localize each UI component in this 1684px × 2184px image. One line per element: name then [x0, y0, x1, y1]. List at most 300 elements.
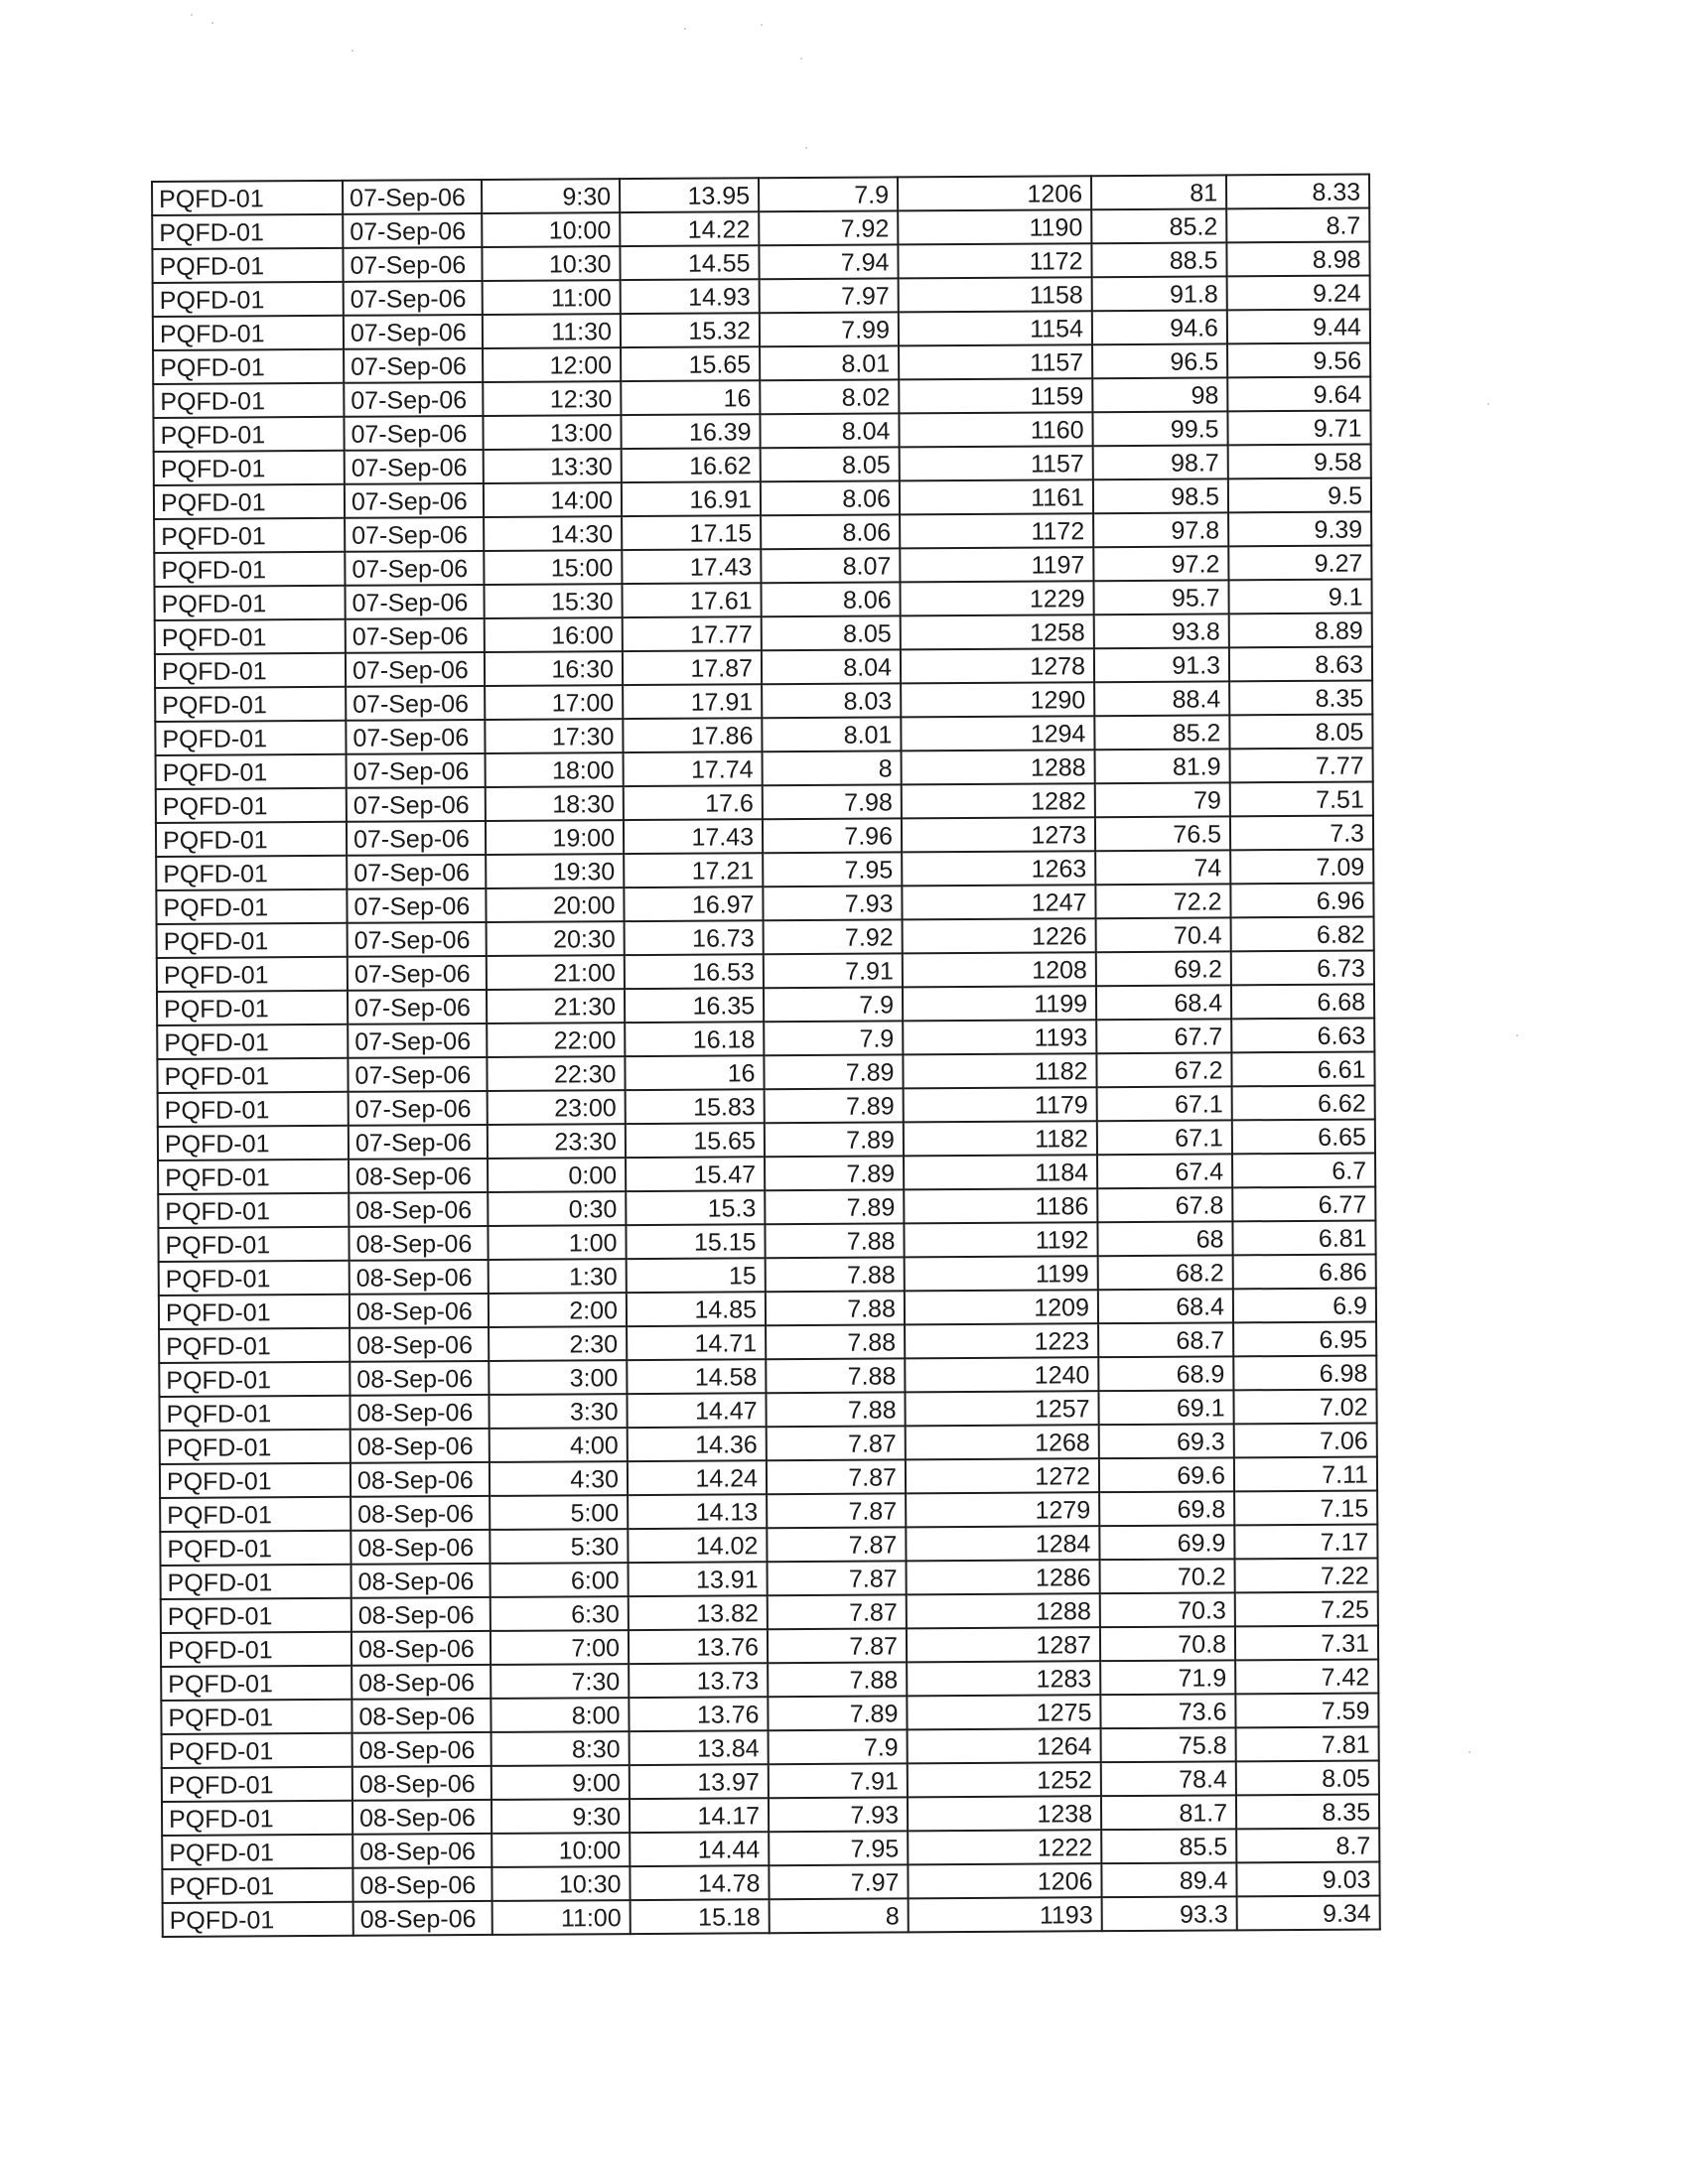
station-id-cell: PQFD-01	[155, 619, 346, 654]
station-id-cell: PQFD-01	[161, 1666, 351, 1701]
station-id-cell: PQFD-01	[157, 1058, 348, 1093]
date-cell: 07-Sep-06	[345, 517, 484, 552]
value-cell: 7.09	[1230, 849, 1373, 884]
time-cell: 11:00	[492, 1900, 631, 1935]
value-cell: 69.6	[1099, 1457, 1234, 1492]
value-cell: 70.2	[1100, 1559, 1235, 1593]
value-cell: 7.92	[764, 919, 903, 954]
value-cell: 7.89	[765, 1122, 904, 1157]
date-cell: 08-Sep-06	[349, 1226, 488, 1261]
value-cell: 17.43	[624, 819, 763, 854]
value-cell: 9.24	[1227, 276, 1370, 311]
value-cell: 6.73	[1231, 950, 1374, 985]
value-cell: 14.58	[627, 1359, 766, 1394]
date-cell: 07-Sep-06	[348, 922, 487, 957]
date-cell: 07-Sep-06	[346, 686, 485, 721]
value-cell: 8.01	[760, 345, 899, 380]
value-cell: 7.89	[764, 1054, 903, 1089]
value-cell: 1209	[905, 1290, 1098, 1324]
time-cell: 12:00	[483, 347, 621, 382]
value-cell: 8.35	[1229, 680, 1372, 715]
value-cell: 68.4	[1098, 1289, 1233, 1323]
value-cell: 7.9	[764, 987, 903, 1022]
value-cell: 1257	[905, 1391, 1098, 1426]
value-cell: 68.9	[1098, 1356, 1233, 1391]
value-cell: 7.31	[1235, 1625, 1378, 1660]
value-cell: 7.88	[765, 1223, 904, 1258]
station-id-cell: PQFD-01	[153, 417, 344, 452]
date-cell: 07-Sep-06	[348, 1057, 487, 1092]
value-cell: 1273	[902, 817, 1095, 852]
value-cell: 1268	[906, 1425, 1099, 1459]
value-cell: 7.02	[1233, 1389, 1376, 1424]
value-cell: 8.01	[762, 717, 901, 751]
value-cell: 1154	[899, 311, 1092, 345]
value-cell: 1264	[908, 1728, 1101, 1763]
value-cell: 8.06	[761, 480, 900, 515]
station-id-cell: PQFD-01	[156, 754, 347, 789]
value-cell: 7.81	[1236, 1726, 1379, 1761]
value-cell: 17.6	[624, 785, 763, 820]
value-cell: 70.4	[1096, 917, 1231, 952]
value-cell: 9.1	[1228, 579, 1371, 614]
scanned-sheet	[151, 174, 1379, 1938]
value-cell: 17.43	[622, 549, 761, 584]
value-cell: 8.7	[1226, 208, 1369, 243]
time-cell: 4:30	[490, 1461, 628, 1496]
time-cell: 12:30	[483, 381, 621, 416]
date-cell: 08-Sep-06	[349, 1159, 488, 1193]
value-cell: 96.5	[1092, 343, 1227, 378]
value-cell: 16.53	[625, 954, 764, 989]
value-cell: 7.96	[763, 818, 902, 853]
value-cell: 16.35	[625, 988, 764, 1023]
value-cell: 7.91	[764, 953, 903, 988]
value-cell: 8	[763, 751, 902, 785]
station-id-cell: PQFD-01	[162, 1733, 352, 1768]
station-id-cell: PQFD-01	[156, 856, 347, 890]
value-cell: 9.56	[1227, 343, 1370, 378]
time-cell: 10:30	[482, 246, 620, 281]
date-cell: 07-Sep-06	[349, 1091, 488, 1126]
value-cell: 1193	[909, 1897, 1102, 1932]
value-cell: 7.99	[760, 312, 899, 346]
value-cell: 8.07	[761, 548, 900, 583]
value-cell: 7.88	[766, 1257, 905, 1292]
value-cell: 67.1	[1097, 1120, 1232, 1155]
value-cell: 1206	[898, 176, 1091, 210]
value-cell: 9.5	[1228, 478, 1371, 512]
value-cell: 68.2	[1098, 1255, 1233, 1290]
value-cell: 13.91	[629, 1562, 768, 1596]
time-cell: 18:00	[486, 752, 624, 787]
value-cell: 1199	[905, 1256, 1098, 1291]
value-cell: 6.65	[1232, 1119, 1375, 1154]
time-cell: 9:00	[491, 1765, 630, 1800]
date-cell: 07-Sep-06	[348, 1024, 487, 1058]
station-id-cell: PQFD-01	[157, 923, 348, 958]
value-cell: 1199	[903, 986, 1096, 1021]
value-cell: 15.65	[626, 1123, 765, 1158]
value-cell: 7.25	[1235, 1591, 1378, 1626]
station-id-cell: PQFD-01	[155, 687, 346, 722]
time-cell: 9:30	[491, 1799, 630, 1834]
value-cell: 98.7	[1093, 445, 1228, 479]
date-cell: 07-Sep-06	[345, 551, 484, 586]
value-cell: 7.94	[759, 244, 898, 279]
time-cell: 14:30	[484, 516, 622, 551]
value-cell: 8.06	[761, 514, 900, 549]
value-cell: 1282	[902, 783, 1095, 818]
time-cell: 2:00	[489, 1293, 627, 1327]
time-cell: 19:00	[486, 820, 624, 855]
station-id-cell: PQFD-01	[160, 1497, 351, 1532]
time-cell: 3:30	[489, 1394, 627, 1429]
value-cell: 1186	[904, 1188, 1097, 1223]
date-cell: 08-Sep-06	[350, 1260, 489, 1295]
station-id-cell: PQFD-01	[160, 1531, 351, 1566]
value-cell: 13.84	[630, 1730, 769, 1765]
value-cell: 7.9	[764, 1021, 903, 1055]
station-id-cell: PQFD-01	[156, 889, 347, 924]
station-id-cell: PQFD-01	[157, 957, 348, 992]
value-cell: 7.88	[766, 1358, 905, 1393]
scan-speck	[1469, 1751, 1471, 1753]
value-cell: 73.6	[1100, 1694, 1235, 1728]
time-cell: 4:00	[490, 1428, 628, 1462]
value-cell: 1294	[901, 716, 1094, 751]
value-cell: 7.06	[1234, 1423, 1377, 1457]
date-cell: 07-Sep-06	[347, 821, 486, 856]
value-cell: 8.63	[1229, 646, 1372, 681]
value-cell: 1192	[904, 1222, 1097, 1257]
value-cell: 9.58	[1228, 444, 1371, 478]
value-cell: 13.97	[630, 1764, 769, 1799]
value-cell: 1182	[903, 1053, 1096, 1088]
date-cell: 08-Sep-06	[349, 1192, 488, 1227]
station-id-cell: PQFD-01	[154, 586, 345, 620]
time-cell: 11:00	[483, 280, 621, 315]
station-id-cell: PQFD-01	[162, 1801, 352, 1836]
scan-speck	[191, 14, 193, 16]
value-cell: 15.32	[621, 313, 760, 347]
value-cell: 1286	[907, 1560, 1100, 1594]
value-cell: 76.5	[1095, 816, 1230, 851]
value-cell: 6.81	[1232, 1220, 1375, 1255]
date-cell: 07-Sep-06	[348, 956, 487, 991]
value-cell: 6.96	[1230, 883, 1373, 917]
value-cell: 9.39	[1228, 511, 1371, 546]
value-cell: 1157	[899, 344, 1092, 379]
value-cell: 8.05	[1236, 1760, 1379, 1795]
value-cell: 7.92	[759, 210, 898, 245]
value-cell: 6.61	[1231, 1051, 1374, 1086]
value-cell: 7.91	[769, 1763, 908, 1798]
time-cell: 5:30	[490, 1529, 628, 1564]
value-cell: 1258	[901, 614, 1094, 649]
value-cell: 14.13	[628, 1494, 767, 1529]
date-cell: 07-Sep-06	[346, 618, 485, 653]
station-id-cell: PQFD-01	[157, 1024, 348, 1059]
scan-speck	[211, 22, 213, 24]
value-cell: 1206	[908, 1863, 1101, 1898]
value-cell: 7.95	[763, 852, 902, 887]
date-cell: 07-Sep-06	[346, 720, 485, 754]
time-cell: 23:00	[488, 1090, 626, 1125]
date-cell: 07-Sep-06	[349, 1125, 488, 1160]
value-cell: 14.22	[620, 211, 759, 246]
value-cell: 74	[1095, 850, 1230, 885]
value-cell: 81	[1091, 175, 1226, 209]
time-cell: 13:30	[484, 449, 622, 483]
value-cell: 14.71	[627, 1325, 766, 1360]
station-id-cell: PQFD-01	[156, 788, 347, 823]
value-cell: 71.9	[1100, 1660, 1235, 1695]
station-id-cell: PQFD-01	[153, 282, 344, 317]
time-cell: 10:30	[491, 1866, 630, 1901]
value-cell: 88.5	[1091, 242, 1226, 277]
time-cell: 5:00	[490, 1495, 628, 1530]
station-id-cell: PQFD-01	[161, 1632, 351, 1667]
date-cell: 08-Sep-06	[351, 1699, 491, 1733]
value-cell: 6.86	[1233, 1254, 1376, 1289]
station-id-cell: PQFD-01	[159, 1362, 350, 1397]
value-cell: 7.17	[1234, 1524, 1377, 1559]
station-id-cell: PQFD-01	[162, 1868, 352, 1903]
date-cell: 08-Sep-06	[350, 1395, 489, 1430]
value-cell: 89.4	[1101, 1862, 1236, 1897]
time-cell: 11:30	[483, 314, 621, 348]
station-id-cell: PQFD-01	[158, 1126, 349, 1160]
time-cell: 13:00	[483, 415, 621, 450]
value-cell: 13.76	[629, 1629, 768, 1664]
value-cell: 6.95	[1233, 1321, 1376, 1356]
value-cell: 75.8	[1101, 1727, 1236, 1762]
scan-speck	[684, 28, 686, 30]
value-cell: 8.05	[1229, 714, 1372, 749]
time-cell: 1:30	[489, 1259, 627, 1294]
time-cell: 18:30	[486, 786, 624, 821]
station-id-cell: PQFD-01	[152, 214, 343, 249]
table-row	[163, 1895, 1380, 1936]
value-cell: 69.2	[1096, 951, 1231, 986]
value-cell: 1157	[900, 446, 1093, 480]
time-cell: 7:30	[491, 1664, 629, 1699]
value-cell: 6.82	[1231, 916, 1374, 951]
value-cell: 69.3	[1099, 1424, 1234, 1458]
value-cell: 14.02	[628, 1528, 767, 1563]
value-cell: 9.03	[1236, 1861, 1379, 1896]
time-cell: 3:00	[489, 1360, 627, 1395]
value-cell: 9.64	[1227, 377, 1370, 412]
value-cell: 8.89	[1229, 613, 1372, 647]
value-cell: 1229	[900, 581, 1093, 615]
value-cell: 72.2	[1095, 884, 1230, 918]
value-cell: 67.7	[1096, 1019, 1231, 1053]
date-cell: 08-Sep-06	[350, 1361, 489, 1396]
date-cell: 08-Sep-06	[351, 1564, 491, 1598]
date-cell: 08-Sep-06	[350, 1294, 489, 1328]
value-cell: 7.88	[768, 1662, 907, 1697]
time-cell: 1:00	[488, 1225, 626, 1260]
value-cell: 9.44	[1227, 310, 1370, 344]
station-id-cell: PQFD-01	[152, 248, 343, 283]
value-cell: 6.68	[1231, 984, 1374, 1019]
value-cell: 16.73	[625, 920, 764, 955]
value-cell: 14.93	[621, 279, 760, 314]
value-cell: 7.89	[768, 1696, 907, 1730]
value-cell: 16.91	[622, 481, 761, 516]
value-cell: 15	[627, 1258, 766, 1293]
scan-speck	[800, 58, 802, 60]
value-cell: 6.62	[1232, 1085, 1375, 1120]
station-id-cell: PQFD-01	[163, 1902, 353, 1937]
date-cell: 08-Sep-06	[351, 1462, 490, 1497]
value-cell: 8.35	[1236, 1794, 1379, 1829]
value-cell: 1193	[903, 1020, 1096, 1054]
date-cell: 07-Sep-06	[344, 348, 483, 383]
station-id-cell: PQFD-01	[161, 1598, 351, 1633]
value-cell: 78.4	[1101, 1761, 1236, 1796]
value-cell: 9.71	[1227, 411, 1370, 446]
date-cell: 08-Sep-06	[351, 1530, 490, 1565]
time-cell: 22:30	[487, 1056, 625, 1091]
station-id-cell: PQFD-01	[160, 1430, 351, 1464]
value-cell: 16.97	[624, 887, 763, 921]
time-cell: 17:30	[485, 719, 623, 753]
value-cell: 7.89	[765, 1156, 904, 1190]
value-cell: 8.98	[1226, 242, 1369, 277]
station-id-cell: PQFD-01	[159, 1396, 350, 1431]
value-cell: 7.51	[1230, 781, 1373, 816]
station-id-cell: PQFD-01	[162, 1767, 352, 1802]
value-cell: 17.61	[622, 583, 761, 617]
value-cell: 97.8	[1093, 512, 1228, 547]
time-cell: 17:00	[485, 685, 623, 720]
date-cell: 08-Sep-06	[352, 1766, 491, 1801]
time-cell: 15:30	[484, 584, 622, 618]
date-cell: 07-Sep-06	[345, 483, 484, 518]
date-cell: 08-Sep-06	[351, 1597, 491, 1632]
time-cell: 10:00	[491, 1833, 630, 1867]
station-id-cell: PQFD-01	[161, 1700, 351, 1734]
value-cell: 7.97	[760, 278, 899, 313]
value-cell: 81.7	[1101, 1795, 1236, 1830]
value-cell: 7.87	[768, 1628, 907, 1663]
value-cell: 68.7	[1098, 1322, 1233, 1357]
date-cell: 08-Sep-06	[351, 1631, 491, 1666]
date-cell: 07-Sep-06	[347, 787, 486, 822]
value-cell: 7.93	[769, 1797, 908, 1832]
time-cell: 8:00	[491, 1698, 629, 1732]
value-cell: 1223	[905, 1323, 1098, 1358]
value-cell: 99.5	[1092, 411, 1227, 446]
scan-speck	[805, 147, 807, 149]
value-cell: 1252	[908, 1762, 1101, 1797]
date-cell: 07-Sep-06	[344, 416, 483, 451]
time-cell: 19:30	[486, 854, 624, 888]
value-cell: 8.04	[762, 649, 901, 684]
value-cell: 91.3	[1094, 647, 1229, 682]
time-cell: 8:30	[491, 1731, 630, 1766]
value-cell: 1161	[900, 479, 1093, 514]
time-cell: 2:30	[489, 1326, 627, 1361]
time-cell: 6:30	[491, 1596, 629, 1631]
value-cell: 79	[1095, 782, 1230, 817]
time-cell: 20:00	[486, 887, 624, 922]
value-cell: 15.47	[626, 1157, 765, 1191]
value-cell: 1278	[901, 648, 1094, 683]
value-cell: 81.9	[1095, 749, 1230, 783]
value-cell: 68.4	[1096, 985, 1231, 1020]
value-cell: 67.2	[1096, 1052, 1231, 1087]
time-cell: 16:30	[485, 651, 623, 686]
time-cell: 20:30	[487, 921, 625, 956]
station-id-cell: PQFD-01	[155, 653, 346, 688]
value-cell: 1240	[905, 1357, 1098, 1392]
value-cell: 1222	[908, 1830, 1101, 1864]
date-cell: 07-Sep-06	[348, 990, 487, 1024]
value-cell: 93.8	[1094, 614, 1229, 648]
scan-speck	[761, 24, 763, 26]
value-cell: 16	[621, 380, 760, 415]
station-id-cell: PQFD-01	[155, 721, 346, 755]
value-cell: 7.9	[759, 177, 898, 211]
value-cell: 1160	[899, 412, 1092, 447]
value-cell: 67.8	[1097, 1187, 1232, 1222]
value-cell: 1284	[906, 1526, 1099, 1561]
value-cell: 8.04	[760, 413, 899, 448]
time-cell: 21:00	[487, 955, 625, 990]
value-cell: 7.87	[767, 1527, 906, 1562]
value-cell: 7.22	[1235, 1558, 1378, 1592]
value-cell: 14.47	[627, 1393, 766, 1428]
time-cell: 10:00	[482, 212, 620, 247]
value-cell: 6.98	[1233, 1355, 1376, 1390]
station-id-cell: PQFD-01	[158, 1092, 349, 1127]
station-id-cell: PQFD-01	[156, 822, 347, 857]
value-cell: 70.3	[1100, 1592, 1235, 1627]
value-cell: 13.82	[629, 1595, 768, 1630]
value-cell: 1184	[904, 1155, 1097, 1189]
value-cell: 94.6	[1092, 310, 1227, 344]
time-cell: 23:30	[488, 1124, 626, 1159]
date-cell: 08-Sep-06	[351, 1496, 490, 1531]
value-cell: 85.5	[1101, 1829, 1236, 1863]
station-id-cell: PQFD-01	[154, 518, 345, 553]
value-cell: 6.9	[1233, 1288, 1376, 1322]
value-cell: 7.93	[763, 886, 902, 920]
value-cell: 7.87	[767, 1493, 906, 1528]
value-cell: 7.42	[1235, 1659, 1378, 1694]
data-table	[151, 173, 1381, 1937]
value-cell: 1290	[901, 682, 1094, 717]
value-cell: 1283	[907, 1661, 1100, 1696]
value-cell: 1226	[903, 918, 1096, 953]
value-cell: 17.21	[624, 853, 763, 887]
value-cell: 8.06	[761, 582, 900, 616]
value-cell: 1272	[906, 1458, 1099, 1493]
value-cell: 7.77	[1230, 748, 1373, 782]
value-cell: 7.87	[768, 1561, 907, 1595]
value-cell: 69.1	[1098, 1390, 1233, 1425]
date-cell: 07-Sep-06	[344, 315, 483, 349]
value-cell: 9.34	[1237, 1895, 1380, 1930]
date-cell: 08-Sep-06	[352, 1867, 491, 1902]
scan-speck	[1516, 1034, 1518, 1036]
date-cell: 08-Sep-06	[350, 1327, 489, 1362]
value-cell: 8.02	[760, 379, 899, 414]
